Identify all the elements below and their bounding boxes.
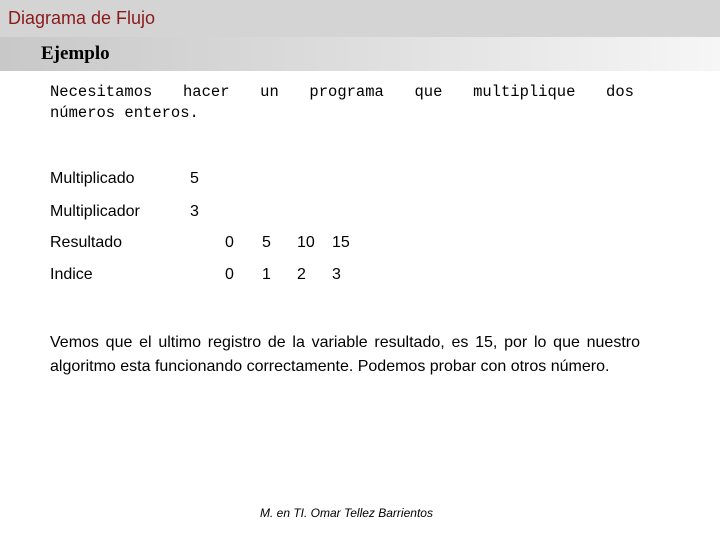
conclusion-paragraph: Vemos que el ultimo registro de la variable resultado, es 15, por lo que nuestro algoritmo esta funcionando correctamente. Podemos probar con otros número. — [50, 334, 640, 375]
indice-value: 3 — [332, 266, 341, 283]
resultado-value: 0 — [225, 234, 234, 251]
intro-line-2: números enteros. — [50, 104, 199, 122]
indice-value: 0 — [225, 266, 234, 283]
intro-word: dos — [606, 83, 634, 101]
indice-label: Indice — [50, 266, 93, 283]
author-footer: M. en TI. Omar Tellez Barrientos — [260, 506, 433, 520]
intro-word: hacer — [182, 83, 230, 101]
intro-word: que — [414, 83, 443, 101]
resultado-value: 10 — [297, 234, 315, 251]
resultado-value: 5 — [262, 234, 271, 251]
intro-line-1 — [50, 82, 634, 103]
multiplicado-label: Multiplicado — [50, 170, 135, 187]
multiplicador-label: Multiplicador — [50, 203, 140, 220]
multiplicador-value: 3 — [190, 203, 199, 220]
intro-word: Necesitamos — [50, 83, 153, 101]
slide-subtitle: Ejemplo — [41, 43, 110, 64]
multiplicado-value: 5 — [190, 170, 199, 187]
intro-paragraph — [50, 82, 634, 124]
intro-word: multiplique — [473, 83, 576, 101]
indice-value: 1 — [262, 266, 271, 283]
indice-value: 2 — [297, 266, 306, 283]
resultado-value: 15 — [332, 234, 350, 251]
intro-word: programa — [309, 83, 384, 101]
intro-word: un — [260, 83, 279, 101]
resultado-label: Resultado — [50, 234, 123, 251]
slide-title: Diagrama de Flujo — [8, 8, 156, 28]
